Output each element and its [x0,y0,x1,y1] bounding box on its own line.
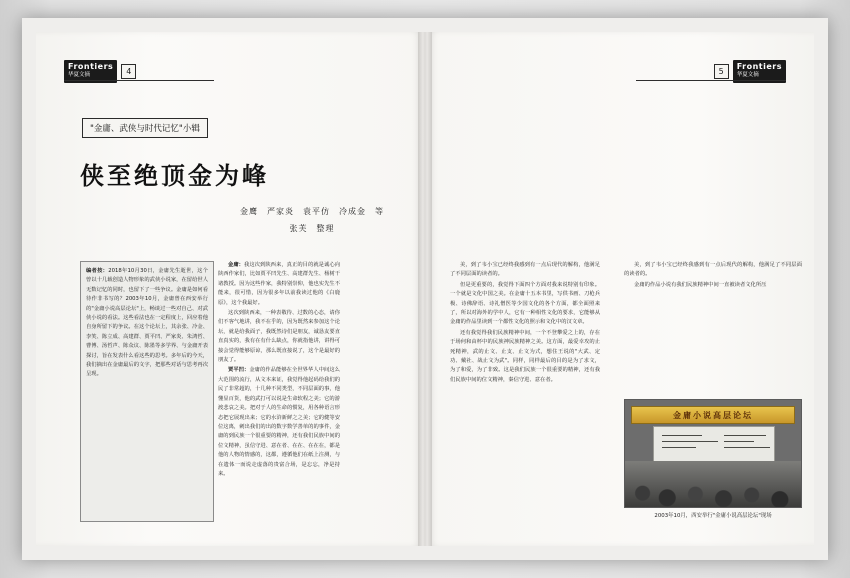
body-column-3 [450,261,600,526]
paragraph: 美，到了韦小宝已经终我感到有一点后现代的解构，他满足了不同层面的读者的。 [624,262,802,278]
audience-row-front [625,461,801,507]
editors-note-box [80,261,214,522]
byline-authors: 金鹰 严家炎 袁平仿 冷成金 等 [240,207,384,216]
speaker-label: 金庸： [228,262,245,268]
paragraph: 这次到陕西来，一种表敬待、过数的心态，请你们不客气地讲，我不在乎的，因为既然来参加这个论坛，就是给我面子，我既然诗们是朋友，诚恳友要直直真实的，我有在有什么缺点，你就指他讲，讲得可接会觉得能够原谅，那么既直接说了，这个是最好的朋友了。 [218,310,340,364]
header-rule-left [64,80,214,81]
book-block [22,18,828,560]
masthead-logo-subtext: 华夏文摘 [736,72,759,78]
masthead-logo-text: Frontiers [736,62,782,71]
section-kicker: "金庸、武侠与时代记忆"小辑 [82,118,208,138]
folio-right: 5 [714,64,729,79]
paragraph: 金庸的作品小说有我们民族精神中间一直被读者文化所压 [634,281,767,288]
editors-note-text: 编者按：2018年10月30日，金庸先生逝世，这个曾以十几载创造人物形象的武侠小说家，在留给世人无数记忆的同时，也留下了一些争议。金庸是如何看待作非书写的？2003年10月，金庸曾在西安举行的"金庸小说高层论坛"上，畅谈过一些对自己、对武侠小说的看法。这些看法也在一定程度上，回应着他自身所留下的争议。在这个论坛上，其余张、冷金、李笑、陈立成、高建群、贾平凹、严家炎、朱鸿哲、曹博、汤哲声、陈众议、陈墨等多学界、与金庸开表探讨，旨在发表什么看这些的思考。多年后的今天，我们摘出在金庸最后的文字，把那些对话与思考再次呈现。 [86,268,208,378]
paragraph: 但是更重要的，我觉得下面四个方面对我来说特别有印象。一个就是文化中国之美。在金庸十五本书里，写供书画、刀枪兵极、诗佛辞语、诗礼僧医等少国文化的各个方面，都全面照来了，所以对海外的学中人，它有一种相性文化的要求，它能够从金庸的作品里读到一个都性文化的照示和文化中的汉文章。 [450,281,600,326]
folio-left: 4 [121,64,136,79]
editors-note-label: 编者按： [86,268,109,274]
page-title: 侠至绝顶金为峰 [80,161,269,190]
speaker-label: 贾平凹： [228,367,250,374]
paragraph: 金庸：我这次到陕西来，真正的目的就是诚心向陕西作家们，比如贾平凹先生、高建群先生、杨树干诸教授。因为这些作家，我特别崇仰，他也实先生不能来，很可惜，因为很多年以前我读过他的《白鹿原》，这个我最好。 [218,262,340,306]
paragraph: 美，到了韦小宝已经终我感到有一点后现代的解构，他满足了不同层面的读者的。 [450,262,600,278]
paragraph: 贾平凹：金庸的作品能够在全世界华人中间这么大范围的流行，从文本来证，我觉得他起码给我们的民了非常超的，十几种不同类型，不同层面的事，他懂显百货，他的武打可以说是生命软程之美；它的游渡悲哀之美。把对于人的生命的惯复，用各种语言形态把它展现出来；它的水浒新鲜之之美；它的健等安位这离，刺出我们的出的数字数学善单的的事件，金庸的到民族一个很重要的精神，还有我们民族中间的位文精神，虽信守进、意在者、在在、在在在，都是他的人物的情感的，这都，遵循他们在纸上注测，与在遗体一而说走虚落的贵富合场，是忘忘，净是持来。 [218,367,340,477]
byline-editor: 张芙 整理 [289,224,335,233]
page-gutter [418,32,432,546]
photo-caption: 2003年10月，西安举行"金庸小说高层论坛"现场 [654,513,772,519]
byline [212,206,412,234]
masthead-logo-text: Frontiers [68,62,114,71]
projection-screen [653,426,775,462]
photo-banner-text: 金庸小说高层论坛 [631,406,795,424]
paragraph: 还有我觉得我们民族精神中间，一个不登攀爱之上的，存在于场何和由杯中的民族神民族精神之美。这方面，最爱幸攻的止死精神，武的止文、止支、止文为式，想住王说的"大武、定功、戴社、战止文为武"。同样，同样最后的目的是为了求文，为了和爱，为了非致。这是我们民族一个很重要的精神，还有我们民族中间的位文精神，秦信守进、意在者。 [450,329,600,383]
masthead-logo-subtext: 华夏文摘 [68,72,91,78]
article-photo [624,399,802,508]
header-rule-right [636,80,786,81]
body-column-2 [218,261,340,526]
body-column-4 [624,261,802,391]
